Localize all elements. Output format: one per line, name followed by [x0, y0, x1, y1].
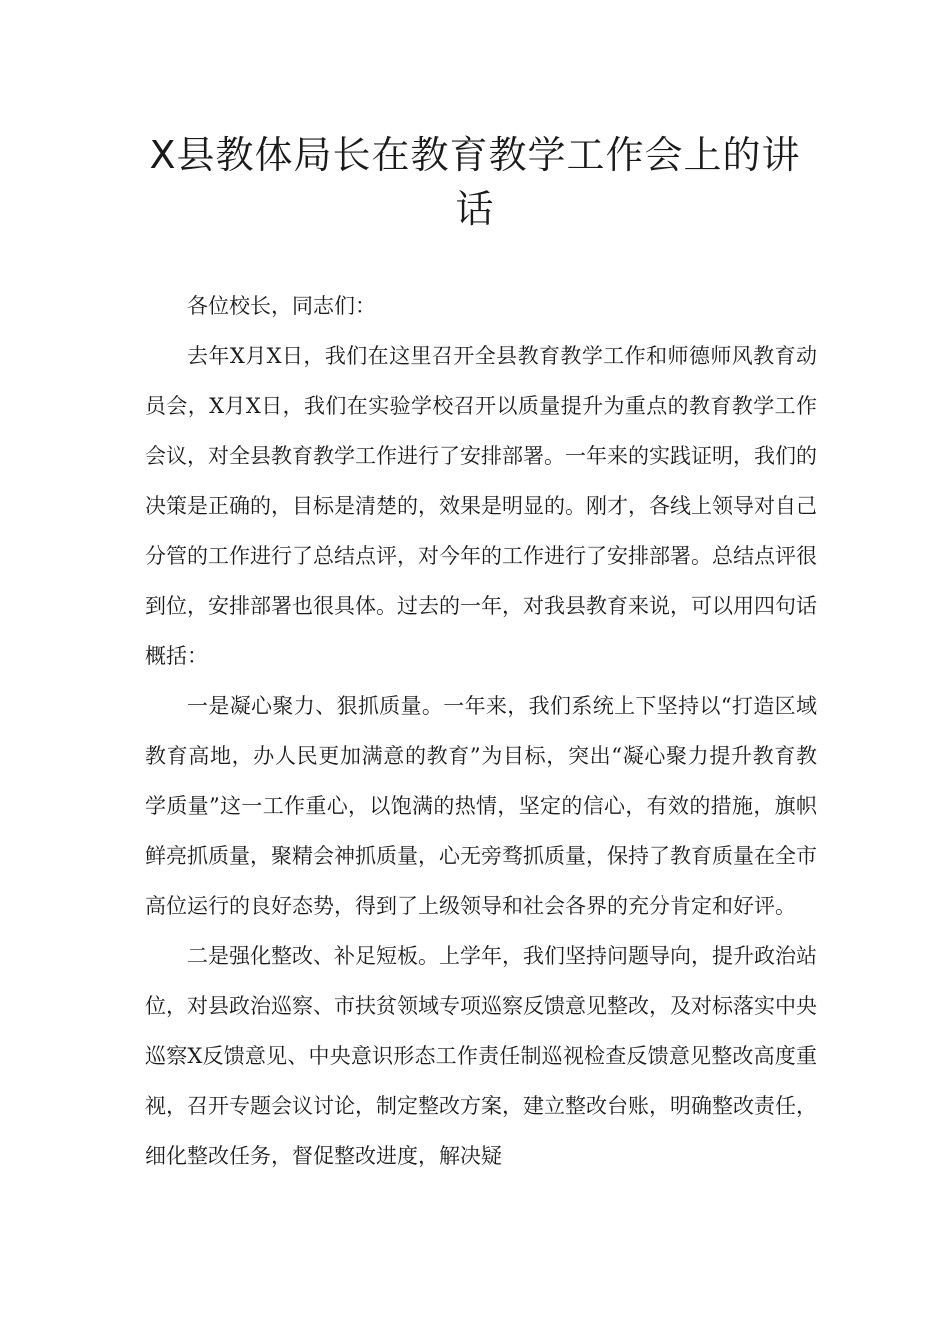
paragraph: 一是凝心聚力、狠抓质量。一年来，我们系统上下坚持以“打造区域教育高地，办人民更加满意的教育”为目标，突出“凝心聚力提升教育教学质量”这一工作重心，以饱满的热情，坚定的信心，有效的措施，旗帜鲜亮抓质量，聚精会神抓质量，心无旁骛抓质量，保持了教育质量在全市高位运行的良好态势，得到了上级领导和社会各界的充分肯定和好评。	[145, 694, 817, 918]
document-body	[145, 281, 817, 1181]
paragraph: 去年X月X日，我们在这里召开全县教育教学工作和师德师风教育动员会，X月X日，我们在实验学校召开以质量提升为重点的教育教学工作会议，对全县教育教学工作进行了安排部署。一年来的实践证明，我们的决策是正确的，目标是清楚的，效果是明显的。刚才，各线上领导对自己分管的工作进行了总结点评，对今年的工作进行了安排部署。总结点评很到位，安排部署也很具体。过去的一年，对我县教育来说，可以用四句话概括：	[145, 344, 817, 668]
salutation: 各位校长，同志们：	[187, 294, 376, 318]
document-title	[140, 128, 810, 236]
paragraph: 二是强化整改、补足短板。上学年，我们坚持问题导向，提升政治站位，对县政治巡察、市扶贫领域专项巡察反馈意见整改，及对标落实中央巡察X反馈意见、中央意识形态工作责任制巡视检查反馈意见整改高度重视，召开专题会议讨论，制定整改方案，建立整改台账，明确整改责任，细化整改任务，督促整改进度，解决疑	[145, 944, 817, 1168]
title-line-2: 话	[455, 187, 495, 231]
title-line-1: X县教体局长在教育教学工作会上的讲	[149, 133, 801, 177]
